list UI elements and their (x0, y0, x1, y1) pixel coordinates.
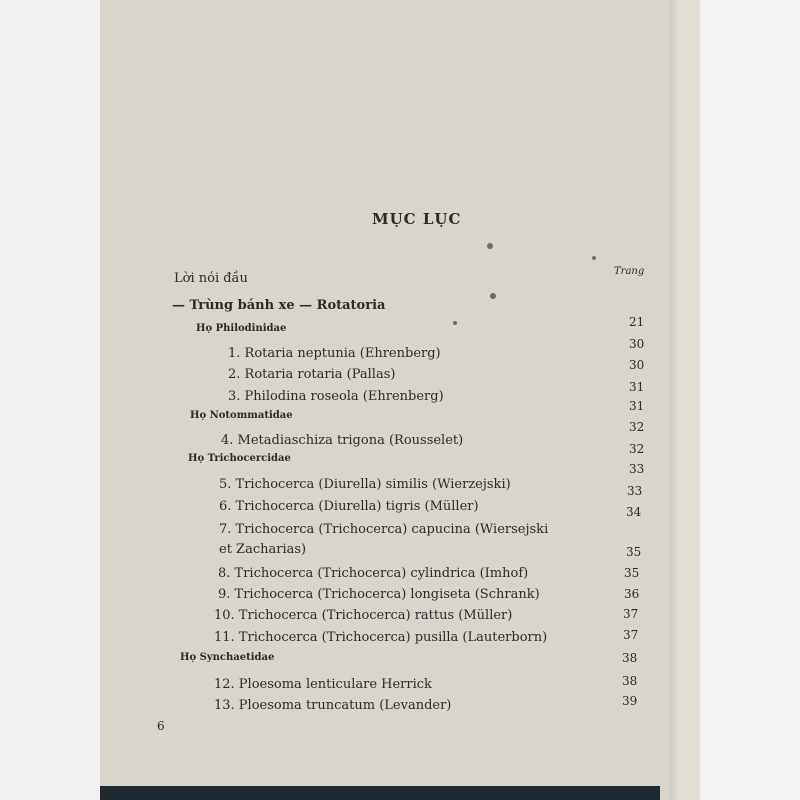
background-left (0, 0, 100, 800)
toc-family-heading: Họ Philodinidae (196, 323, 287, 334)
toc-page-number: 32 (629, 442, 645, 456)
paper-spot (592, 256, 596, 260)
toc-page-number: 35 (626, 545, 642, 559)
toc-entry: Lời nói đầu (174, 271, 248, 286)
toc-entry: 3. Philodina roseola (Ehrenberg) (228, 389, 444, 404)
page-number: 6 (157, 719, 165, 733)
toc-page-number: 33 (627, 484, 643, 498)
toc-page-number: 35 (624, 566, 640, 580)
toc-family-heading: Họ Synchaetidae (180, 652, 275, 663)
background-right (700, 0, 800, 800)
toc-page-number: 36 (624, 587, 640, 601)
adjacent-page (678, 0, 700, 800)
toc-entry: 5. Trichocerca (Diurella) similis (Wierzejski) (219, 477, 511, 492)
toc-page-number: 33 (629, 462, 645, 476)
toc-page-number: 38 (622, 651, 638, 665)
toc-entry: et Zacharias) (219, 542, 307, 557)
toc-page-number: 31 (629, 399, 645, 413)
toc-page-number: 30 (629, 337, 645, 351)
toc-entry: 6. Trichocerca (Diurella) tigris (Müller) (219, 499, 479, 514)
paper-spot (487, 243, 493, 249)
paper-spot (490, 293, 496, 299)
bottom-shadow (100, 786, 660, 800)
toc-entry: 7. Trichocerca (Trichocerca) capucina (Wiersejski (219, 522, 549, 537)
toc-entry: 13. Ploesoma truncatum (Levander) (214, 698, 452, 713)
toc-entry: 2. Rotaria rotaria (Pallas) (228, 367, 396, 382)
toc-page-number: 37 (623, 628, 639, 642)
toc-page-number: 21 (629, 315, 645, 329)
toc-page-number: 32 (629, 420, 645, 434)
page-column-header: Trang (614, 266, 645, 277)
toc-entry: 12. Ploesoma lenticulare Herrick (214, 677, 432, 692)
toc-entry: 10. Trichocerca (Trichocerca) rattus (Müller) (214, 608, 513, 623)
toc-entry: 11. Trichocerca (Trichocerca) pusilla (Lauterborn) (214, 630, 548, 645)
paper-spot (453, 321, 457, 325)
toc-page-number: 30 (629, 358, 645, 372)
toc-family-heading: Họ Notommatidae (190, 410, 293, 421)
toc-page-number: 37 (623, 607, 639, 621)
toc-page-number: 34 (626, 505, 642, 519)
toc-entry: 4. Metadiaschiza trigona (Rousselet) (221, 433, 464, 448)
page-title: MỤC LỤC (372, 210, 462, 228)
toc-page-number: 39 (622, 694, 638, 708)
toc-entry: 9. Trichocerca (Trichocerca) longiseta (Schrank) (218, 587, 540, 602)
toc-page-number: 38 (622, 674, 638, 688)
toc-family-heading: Họ Trichocercidae (188, 453, 291, 464)
toc-entry: 1. Rotaria neptunia (Ehrenberg) (228, 346, 441, 361)
toc-entry: 8. Trichocerca (Trichocerca) cylindrica (Imhof) (218, 566, 529, 581)
toc-section-heading: — Trùng bánh xe — Rotatoria (172, 298, 386, 313)
toc-page-number: 31 (629, 380, 645, 394)
